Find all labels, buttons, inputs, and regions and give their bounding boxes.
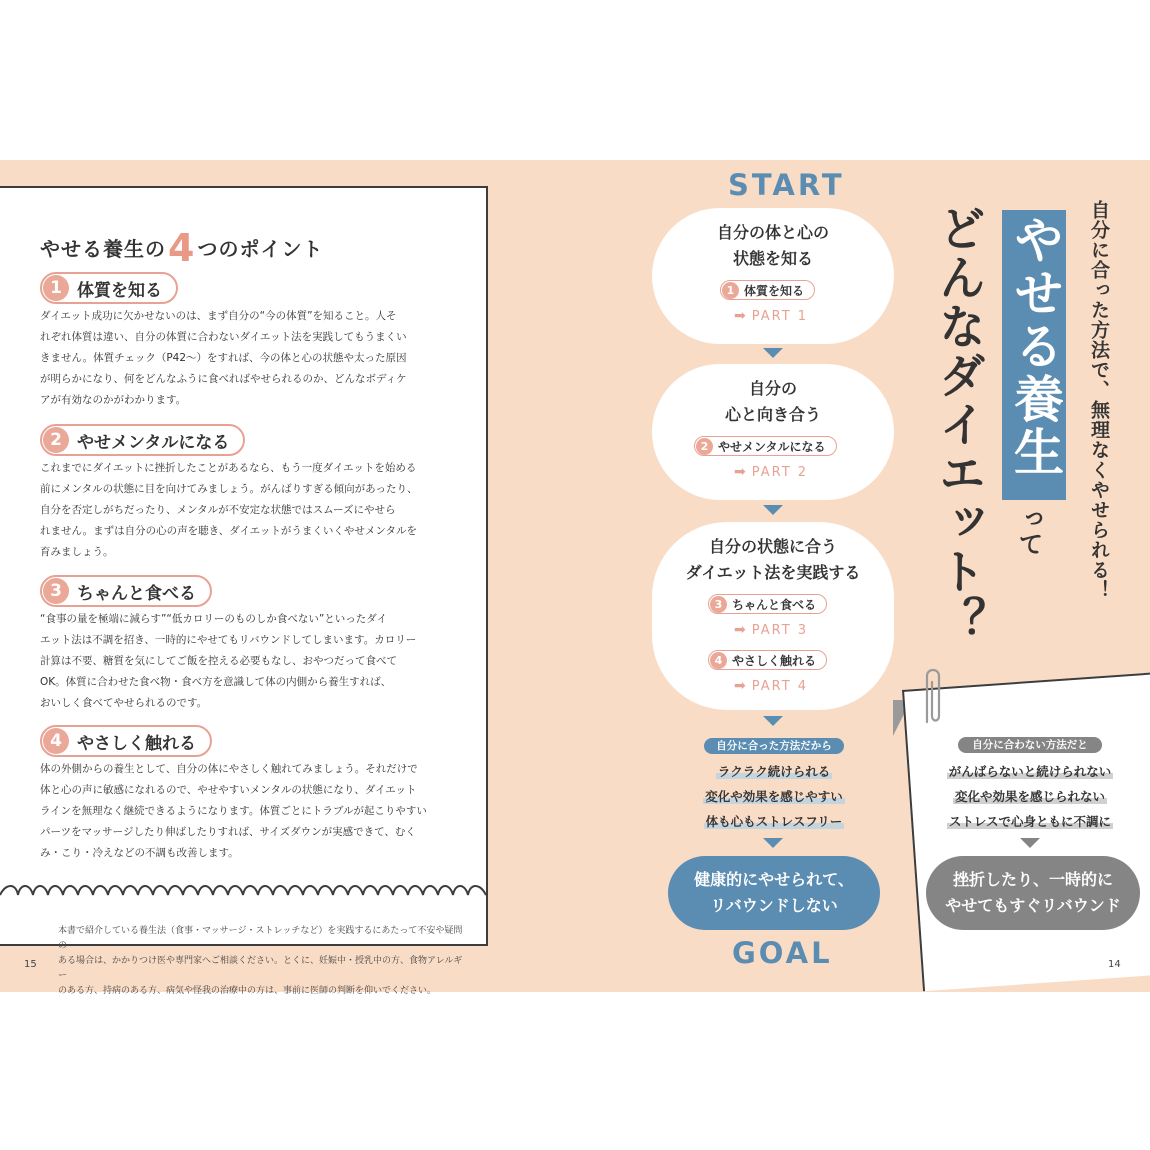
step-title-line: 自分の体と心の: [716, 223, 829, 242]
point-1-body: [40, 306, 440, 411]
fit-result-bubble: [668, 856, 880, 930]
result-line: やせてもすぐリバウンド: [945, 896, 1121, 915]
part-label: PART 4: [751, 679, 809, 694]
body-line: 計算は不要、糖質を気にしてご飯を控える必要もなし、おやつだって食べて: [40, 655, 397, 667]
part-label: PART 2: [751, 465, 809, 480]
body-line: 体の外側からの養生として、自分の体にやさしく触れてみましょう。それだけで: [40, 763, 418, 775]
point-2-body: [40, 458, 440, 563]
body-line: 自分を否定しがちだったり、メンタルが不安定な状態ではスムーズにやせら: [40, 504, 396, 516]
drawback-line: [930, 762, 1130, 780]
benefit-line: [674, 812, 874, 830]
footnote-line: 本書で紹介している養生法（食事・マッサージ・ストレッチなど）を実践するにあたって不安や疑問の: [58, 926, 463, 951]
body-line: “食事の量を極端に減らす”“低カロリーのものしか食べない”といったダイ: [40, 613, 388, 625]
goal-label: GOAL: [732, 936, 833, 970]
body-line: れません。まずは自分の心の声を聴き、ダイエットがうまくいくやせメンタルを: [40, 525, 417, 537]
result-line: 挫折したり、一時的に: [952, 870, 1113, 889]
chip-label: やさしく触れる: [732, 653, 817, 668]
step-title-line: 自分の状態に合う: [708, 537, 837, 556]
drawback-line: [930, 787, 1130, 805]
down-arrow-icon: [763, 838, 783, 848]
body-line: れぞれ体質は違い、自分の体質に合わないダイエット法を実践してもうまくい: [40, 331, 407, 343]
point-4-header: [40, 725, 212, 757]
step-point-chip: [708, 650, 827, 670]
part-reference: [734, 464, 808, 480]
spiral-binding-icon: [0, 881, 488, 905]
page-number-right: 14: [1108, 959, 1121, 970]
unfit-method-tag: 自分に合わない方法だと: [958, 737, 1102, 753]
body-line: ラインを無理なく継続できるようになります。体質ごとにトラブルが起こりやすい: [40, 805, 427, 817]
step-title-line: 自分の: [748, 379, 797, 398]
point-label: やせメンタルになる: [77, 432, 230, 453]
step-title: [652, 534, 894, 586]
arrow-right-icon: ➡: [734, 308, 748, 324]
unfit-result-bubble: [926, 856, 1140, 930]
step-title-line: 心と向き合う: [724, 405, 821, 424]
body-line: が明らかになり、何をどんなふうに食べればやせられるのか、どんなボディケ: [40, 373, 407, 385]
heading-number: 4: [168, 226, 196, 270]
body-line: 育みましょう。: [40, 546, 114, 558]
subtitle: 自分に合った方法で、無理なくやせられる！: [1088, 200, 1110, 600]
part-label: PART 3: [751, 623, 809, 638]
body-line: エット法は不調を招き、一時的にやせてもリバウンドしてしまいます。カロリー: [40, 634, 417, 646]
benefit-text: ラクラク続けられる: [717, 764, 831, 779]
point-label: 体質を知る: [77, 280, 162, 301]
main-title: どんなダイエット？: [931, 204, 986, 645]
step-point-chip: [720, 280, 815, 300]
down-arrow-icon: [763, 348, 783, 358]
benefit-text: 体も心もストレスフリー: [705, 814, 843, 829]
body-line: きません。体質チェック（P42〜）をすれば、今の体と心の状態や太った原因: [40, 352, 407, 364]
drawback-text: ストレスで心身ともに不調に: [948, 814, 1112, 829]
step-1-bubble: [652, 208, 894, 344]
step-title: [652, 220, 894, 272]
part-label: PART 1: [751, 309, 809, 324]
point-label: ちゃんと食べる: [77, 583, 196, 604]
benefit-line: [674, 762, 874, 780]
step-title-line: ダイエット法を実践する: [685, 563, 861, 582]
arrow-right-icon: ➡: [734, 464, 748, 480]
step-title-line: 状態を知る: [732, 249, 813, 268]
step-3-bubble: [652, 522, 894, 710]
part-reference: [734, 308, 808, 324]
heading-text: やせる養生の: [40, 237, 166, 261]
paperclip-icon: [918, 664, 948, 734]
benefit-line: [674, 787, 874, 805]
arrow-right-icon: ➡: [734, 678, 748, 694]
point-2-header: [40, 424, 245, 456]
point-label: やさしく触れる: [77, 733, 196, 754]
chip-label: 体質を知る: [744, 283, 805, 298]
point-number-badge: 1: [43, 275, 69, 301]
title-particle: って: [1015, 506, 1044, 556]
result-line: リバウンドしない: [710, 896, 838, 915]
point-4-body: [40, 759, 440, 864]
step-point-chip: [708, 594, 827, 614]
chip-label: ちゃんと食べる: [732, 597, 817, 612]
footnote-line: のある方、持病のある方、病気や怪我の治療中の方は、事前に医師の判断を仰いでください。: [58, 986, 437, 996]
point-1-header: [40, 272, 178, 304]
body-line: OK。体質に合わせた食べ物・食べ方を意識して体の内側から養生すれば、: [40, 676, 392, 688]
body-line: アが有効なのかがわかります。: [40, 394, 187, 406]
chip-number-badge: 3: [710, 596, 727, 613]
fit-method-tag: 自分に合った方法だから: [704, 738, 844, 754]
body-line: ダイエット成功に欠かせないのは、まず自分の“今の体質”を知ること。人そ: [40, 310, 397, 322]
chip-number-badge: 4: [710, 652, 727, 669]
point-number-badge: 3: [43, 578, 69, 604]
title-highlight: やせる養生: [1006, 214, 1064, 479]
result-line: 健康的にやせられて、: [694, 870, 854, 889]
body-line: 体と心の声に敏感になれるので、やせやすいメンタルの状態になり、ダイエット: [40, 784, 417, 796]
point-3-body: [40, 609, 440, 714]
chip-label: やせメンタルになる: [718, 439, 826, 454]
down-arrow-icon: [1020, 838, 1040, 848]
body-line: これまでにダイエットに挫折したことがあるなら、もう一度ダイエットを始める: [40, 462, 417, 474]
drawback-text: がんばらないと続けられない: [948, 764, 1112, 779]
arrow-right-icon: ➡: [734, 622, 748, 638]
chip-number-badge: 2: [696, 438, 713, 455]
drawback-line: [930, 812, 1130, 830]
point-number-badge: 4: [43, 728, 69, 754]
part-reference: [734, 678, 808, 694]
body-line: パーツをマッサージしたり伸ばしたりすれば、サイズダウンが実感できて、むく: [40, 826, 416, 838]
start-label: START: [728, 168, 845, 202]
points-heading: [40, 226, 323, 270]
part-reference: [734, 622, 808, 638]
benefit-text: 変化や効果を感じやすい: [705, 789, 843, 804]
step-point-chip: [694, 436, 837, 456]
chip-number-badge: 1: [722, 282, 739, 299]
step-2-bubble: [652, 364, 894, 500]
page-number-left: 15: [24, 959, 37, 970]
body-line: おいしく食べてやせられるのです。: [40, 697, 208, 709]
body-line: 前にメンタルの状態に目を向けてみましょう。がんばりすぎる傾向があったり、: [40, 483, 418, 495]
down-arrow-icon: [763, 716, 783, 726]
disclaimer-footnote: [58, 924, 468, 999]
body-line: み・こり・冷えなどの不調も改善します。: [40, 847, 239, 859]
drawback-text: 変化や効果を感じられない: [954, 789, 1105, 804]
footnote-line: ある場合は、かかりつけ医や専門家へご相談ください。とくに、妊娠中・授乳中の方、食物アレルギー: [58, 956, 463, 981]
down-arrow-icon: [763, 505, 783, 515]
point-3-header: [40, 575, 212, 607]
step-title: [652, 376, 894, 428]
heading-text-tail: つのポイント: [197, 237, 324, 261]
point-number-badge: 2: [43, 427, 69, 453]
